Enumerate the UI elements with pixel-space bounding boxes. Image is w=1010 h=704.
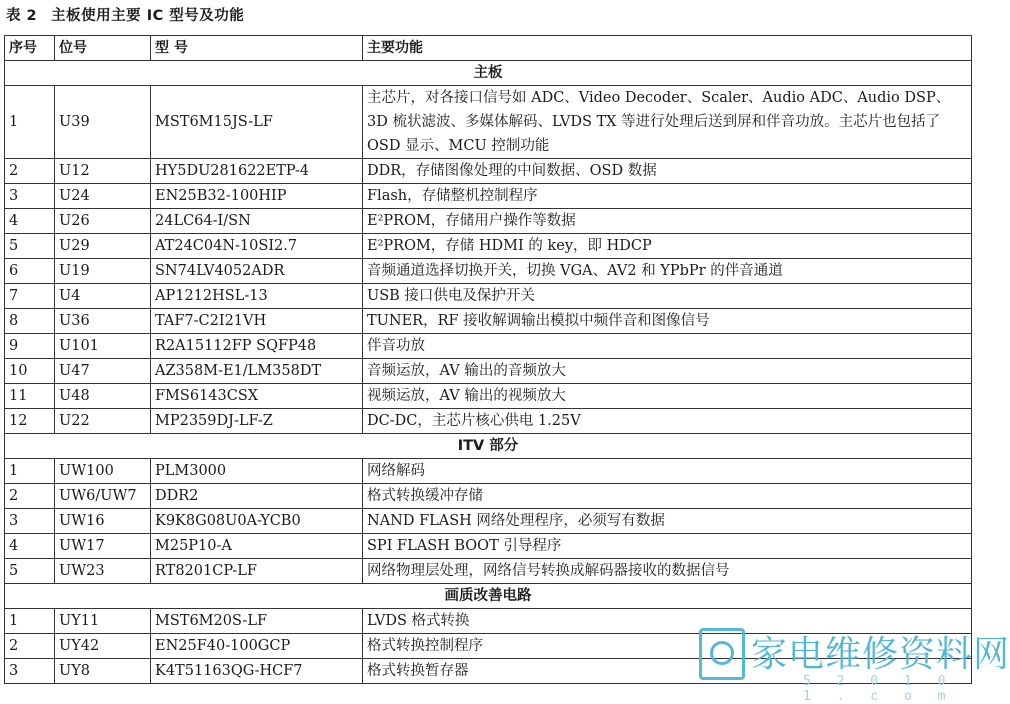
row-position: U22 (55, 409, 151, 434)
row-number: 12 (5, 409, 55, 434)
row-model: DDR2 (151, 484, 363, 509)
table-row (5, 209, 972, 234)
row-position: U48 (55, 384, 151, 409)
row-number: 11 (5, 384, 55, 409)
row-model: MP2359DJ-LF-Z (151, 409, 363, 434)
table-row (5, 334, 972, 359)
table-row (5, 284, 972, 309)
row-position: U29 (55, 234, 151, 259)
table-row (5, 609, 972, 634)
header-no: 序号 (5, 36, 55, 61)
row-number: 1 (5, 86, 55, 159)
row-function: 音频运放，AV 输出的音频放大 (363, 359, 972, 384)
row-function: DDR，存储图像处理的中间数据、OSD 数据 (363, 159, 972, 184)
table-row (5, 559, 972, 584)
row-position: UW16 (55, 509, 151, 534)
table-row (5, 659, 972, 684)
row-position: U19 (55, 259, 151, 284)
section-title: 画质改善电路 (5, 584, 972, 609)
row-position: U12 (55, 159, 151, 184)
row-position: U39 (55, 86, 151, 159)
row-function: 视频运放，AV 输出的视频放大 (363, 384, 972, 409)
row-function: E²PROM，存储用户操作等数据 (363, 209, 972, 234)
row-position: UW23 (55, 559, 151, 584)
row-model: MST6M15JS-LF (151, 86, 363, 159)
table-row (5, 259, 972, 284)
row-model: RT8201CP-LF (151, 559, 363, 584)
table-row (5, 484, 972, 509)
row-model: K4T51163QG-HCF7 (151, 659, 363, 684)
row-model: EN25B32-100HIP (151, 184, 363, 209)
row-model: AT24C04N-10SI2.7 (151, 234, 363, 259)
table-number: 表 2 (6, 8, 38, 24)
table-row (5, 234, 972, 259)
section-row (5, 434, 972, 459)
row-model: K9K8G08U0A-YCB0 (151, 509, 363, 534)
table-row (5, 634, 972, 659)
row-position: U26 (55, 209, 151, 234)
row-function: 格式转换暂存器 (363, 659, 972, 684)
row-model: TAF7-C2I21VH (151, 309, 363, 334)
row-number: 1 (5, 459, 55, 484)
row-function: TUNER，RF 接收解调输出模拟中频伴音和图像信号 (363, 309, 972, 334)
row-function: Flash，存储整机控制程序 (363, 184, 972, 209)
row-model: 24LC64-I/SN (151, 209, 363, 234)
section-title: ITV 部分 (5, 434, 972, 459)
row-position: UW17 (55, 534, 151, 559)
row-function: 格式转换控制程序 (363, 634, 972, 659)
row-number: 2 (5, 484, 55, 509)
row-position: U101 (55, 334, 151, 359)
watermark-url: 5 2 0 1 0 1 . c o m (803, 674, 955, 704)
row-function: DC-DC，主芯片核心供电 1.25V (363, 409, 972, 434)
row-number: 5 (5, 234, 55, 259)
row-model: AP1212HSL-13 (151, 284, 363, 309)
row-function: 格式转换缓冲存储 (363, 484, 972, 509)
row-function: 主芯片，对各接口信号如 ADC、Video Decoder、Scaler、Audio ADC、Audio DSP、3D 梳状滤波、多媒体解码、LVDS TX 等进行处理后送到屏和伴音功放。主芯片也包括了 OSD 显示、MCU 控制功能 (363, 86, 972, 159)
table-caption (6, 4, 244, 28)
row-function: SPI FLASH BOOT 引导程序 (363, 534, 972, 559)
row-number: 6 (5, 259, 55, 284)
row-model: R2A15112FP SQFP48 (151, 334, 363, 359)
row-number: 5 (5, 559, 55, 584)
row-position: UW6/UW7 (55, 484, 151, 509)
row-position: U47 (55, 359, 151, 384)
row-number: 9 (5, 334, 55, 359)
row-function: NAND FLASH 网络处理程序，必须写有数据 (363, 509, 972, 534)
table-body (5, 36, 972, 684)
row-number: 4 (5, 534, 55, 559)
table-row (5, 534, 972, 559)
row-position: UY8 (55, 659, 151, 684)
row-number: 7 (5, 284, 55, 309)
header-position: 位号 (55, 36, 151, 61)
row-function: 音频通道选择切换开关，切换 VGA、AV2 和 YPbPr 的伴音通道 (363, 259, 972, 284)
row-model: M25P10-A (151, 534, 363, 559)
row-number: 2 (5, 634, 55, 659)
row-model: AZ358M-E1/LM358DT (151, 359, 363, 384)
row-number: 2 (5, 159, 55, 184)
table-row (5, 459, 972, 484)
header-row (5, 36, 972, 61)
row-model: MST6M20S-LF (151, 609, 363, 634)
table-title: 主板使用主要 IC 型号及功能 (51, 8, 245, 24)
section-title: 主板 (5, 61, 972, 86)
row-model: PLM3000 (151, 459, 363, 484)
section-row (5, 584, 972, 609)
row-position: UW100 (55, 459, 151, 484)
table-row (5, 159, 972, 184)
table-row (5, 509, 972, 534)
row-model: SN74LV4052ADR (151, 259, 363, 284)
row-function: E²PROM，存储 HDMI 的 key，即 HDCP (363, 234, 972, 259)
header-model: 型 号 (151, 36, 363, 61)
table-row (5, 384, 972, 409)
watermark-text: 家电维修资料网 (751, 634, 1010, 675)
row-function: USB 接口供电及保护开关 (363, 284, 972, 309)
row-number: 10 (5, 359, 55, 384)
row-position: U24 (55, 184, 151, 209)
row-model: FMS6143CSX (151, 384, 363, 409)
row-position: UY11 (55, 609, 151, 634)
row-number: 3 (5, 509, 55, 534)
row-function: LVDS 格式转换 (363, 609, 972, 634)
table-row (5, 184, 972, 209)
table-row (5, 409, 972, 434)
row-position: U4 (55, 284, 151, 309)
row-model: EN25F40-100GCP (151, 634, 363, 659)
header-function: 主要功能 (363, 36, 972, 61)
section-row (5, 61, 972, 86)
table-row (5, 86, 972, 159)
row-model: HY5DU281622ETP-4 (151, 159, 363, 184)
row-function: 网络解码 (363, 459, 972, 484)
row-number: 1 (5, 609, 55, 634)
row-number: 4 (5, 209, 55, 234)
row-number: 8 (5, 309, 55, 334)
table-row (5, 359, 972, 384)
row-number: 3 (5, 659, 55, 684)
row-position: UY42 (55, 634, 151, 659)
row-number: 3 (5, 184, 55, 209)
row-position: U36 (55, 309, 151, 334)
ic-table (4, 35, 972, 684)
row-function: 网络物理层处理，网络信号转换成解码器接收的数据信号 (363, 559, 972, 584)
table-row (5, 309, 972, 334)
row-function: 伴音功放 (363, 334, 972, 359)
